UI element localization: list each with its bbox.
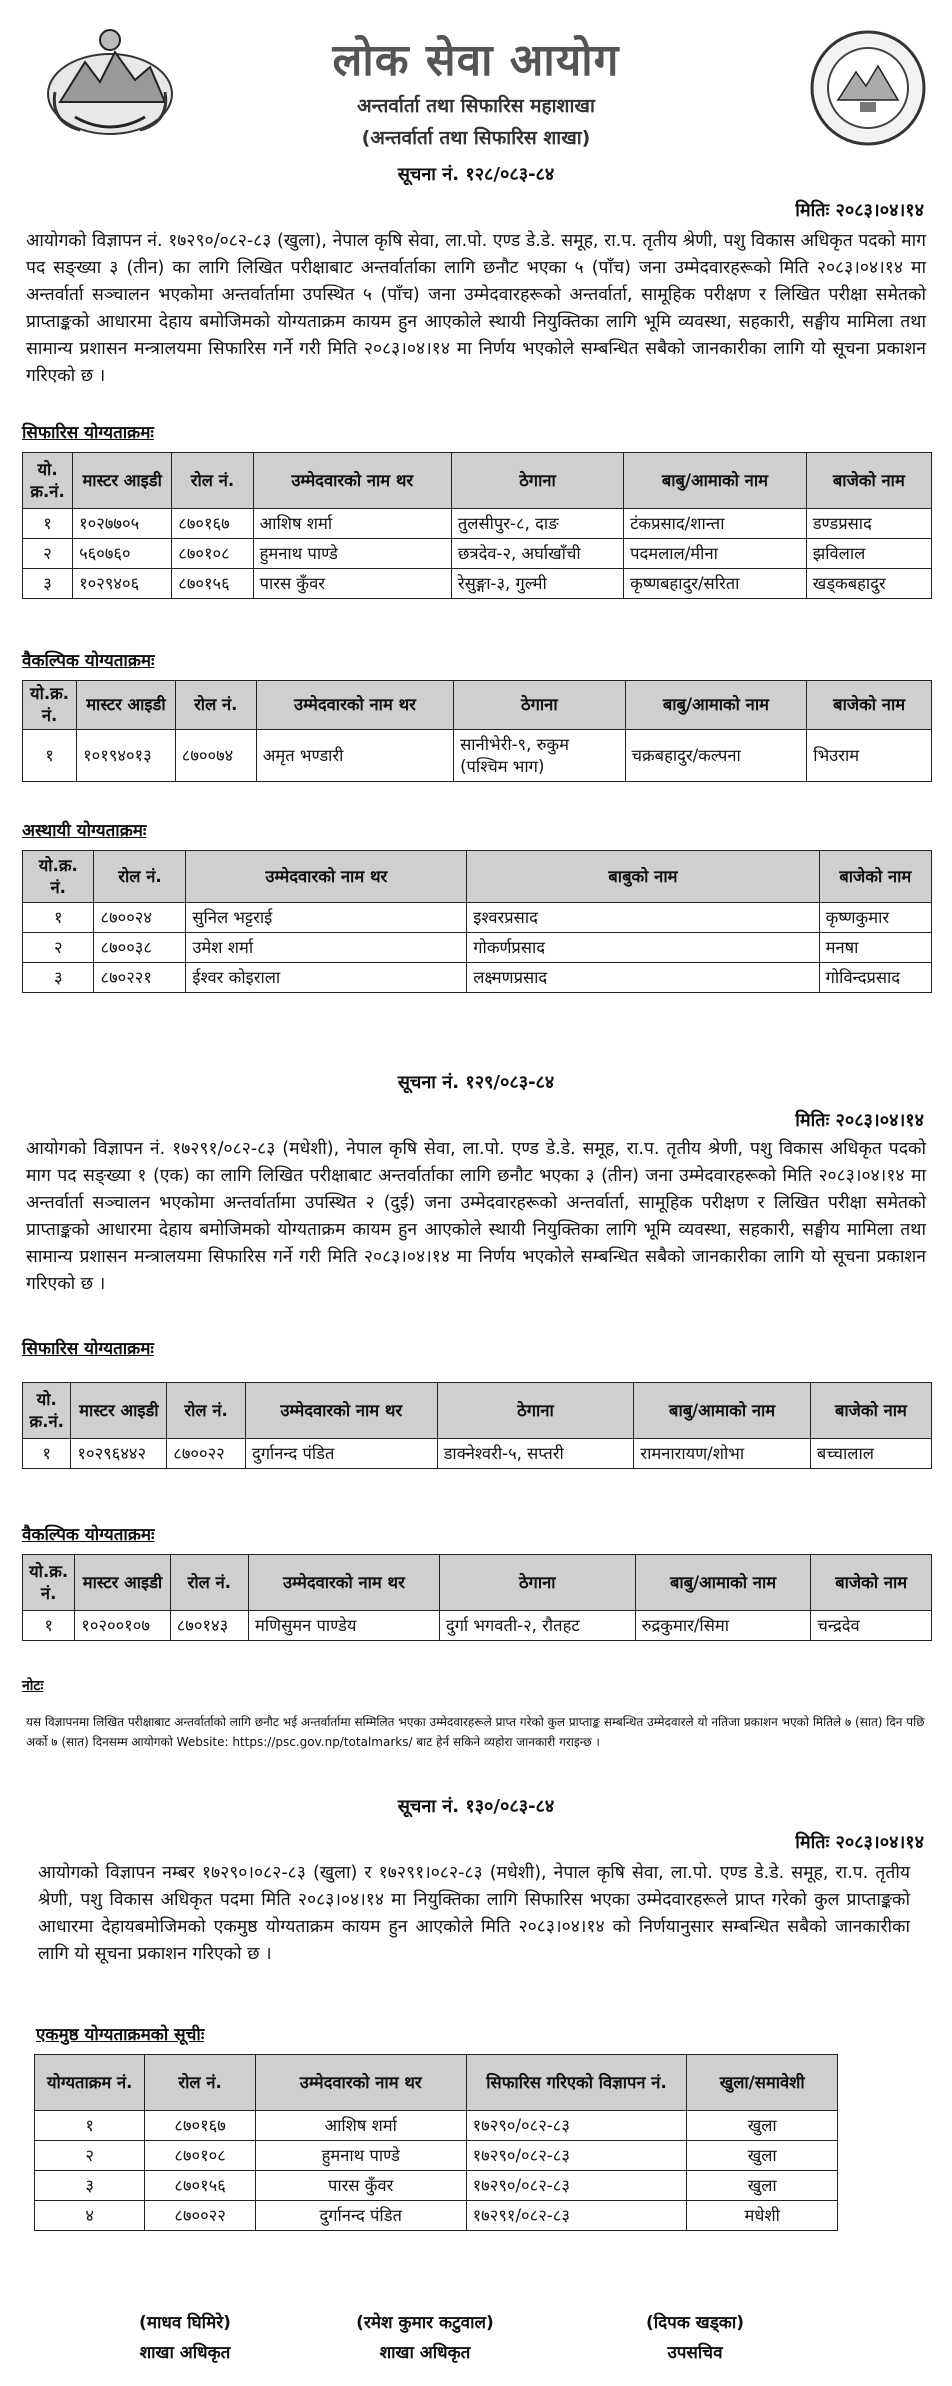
table-cell: ८७००२२ [145,2201,255,2231]
section-title-temporary: अस्थायी योग्यताक्रमः [22,821,147,841]
table-cell: उमेश शर्मा [186,933,467,963]
table-cell: १०१९४०१३ [77,730,176,782]
table-cell: कृष्णबहादुर/सरिता [624,569,807,599]
column-header: बाजेको नाम [806,453,931,509]
alternate-table [22,1554,932,1641]
column-header: यो.क्र. नं. [23,681,77,730]
table-cell: लक्ष्मणप्रसाद [467,963,819,993]
table-cell: ८७००२२ [167,1439,246,1469]
table-row [23,1611,932,1641]
table-cell: गोकर्णप्रसाद [467,933,819,963]
page-title: लोक सेवा आयोग [332,35,620,86]
notice-date: मितिः २०८३।०४।१४ [795,1832,924,1853]
table-row [23,539,932,569]
table-cell: सुनिल भट्टराई [186,903,467,933]
column-header: योग्यताक्रम नं. [35,2055,145,2111]
table-cell: ३ [23,569,73,599]
table-cell: २ [23,539,73,569]
table-cell: आशिष शर्मा [255,2111,466,2141]
signature-block-2 [300,2308,550,2368]
section-name: (अन्तर्वार्ता तथा सिफारिस शाखा) [361,127,591,149]
table-row [23,569,932,599]
table-cell: ८७०२२१ [94,963,186,993]
section-title-recommended: सिफारिस योग्यताक्रमः [22,423,154,443]
column-header: मास्टर आइडी [77,681,176,730]
table-row [35,2111,838,2141]
table-cell: ८७००३८ [94,933,186,963]
table-cell: ५६०७६० [73,539,172,569]
table-cell: सानीभेरी-९, रुकुम (पश्चिम भाग) [454,730,625,782]
column-header: रोल नं. [170,1555,248,1611]
column-header: उम्मेदवारको नाम थर [256,681,453,730]
table-row [23,1439,932,1469]
table-row [23,903,932,933]
alternate-table [22,680,932,782]
table-cell: डण्डप्रसाद [806,509,931,539]
table-cell: चन्द्रदेव [811,1611,932,1641]
table-cell: १ [23,1611,75,1641]
section-title-merit-list: एकमुष्ठ योग्यताक्रमको सूचीः [36,2025,205,2045]
table-cell: रुद्रकुमार/सिमा [635,1611,811,1641]
column-header: रोल नं. [94,851,186,903]
table-cell: १०२७७०५ [73,509,172,539]
table-cell: ८७०१५६ [172,569,253,599]
table-cell: अमृत भण्डारी [256,730,453,782]
table-header-row [23,1555,932,1611]
notice-number-130: सूचना नं. १३०/०८३-८४ [397,1796,555,1817]
table-row [35,2141,838,2171]
column-header: उम्मेदवारको नाम थर [255,2055,466,2111]
column-header: बाजेको नाम [819,851,931,903]
table-cell: हुमनाथ पाण्डे [253,539,451,569]
table-row [23,730,932,782]
table-cell: ८७०१५६ [145,2171,255,2201]
signatory-title: शाखा अधिकृत [139,2343,231,2363]
column-header: यो.क्र. नं. [23,1555,75,1611]
notice-number-128: सूचना नं. १२८/०८३-८४ [397,164,555,185]
temporary-table [22,850,932,993]
table-cell: १ [35,2111,145,2141]
column-header: यो. क्र.नं. [23,1383,71,1439]
column-header: ठेगाना [451,453,623,509]
table-cell: ३ [23,963,94,993]
table-cell: ८७०१४३ [170,1611,248,1641]
table-header-row [23,1383,932,1439]
table-cell: ३ [35,2171,145,2201]
table-row [35,2201,838,2231]
signature-block-1 [90,2308,280,2368]
table-cell: मनषा [819,933,931,963]
table-cell: १०२००१०७ [75,1611,170,1641]
table-cell: रेसुङ्गा-३, गुल्मी [451,569,623,599]
table-header-row [23,453,932,509]
table-header-row [35,2055,838,2111]
table-cell: १०२९६४४२ [71,1439,167,1469]
table-cell: रामनारायण/शोभा [634,1439,811,1469]
table-cell: १ [23,730,77,782]
table-cell: मणिसुमन पाण्डेय [249,1611,440,1641]
table-cell: बच्चालाल [810,1439,931,1469]
table-cell: खुला [687,2111,838,2141]
table-cell: १०२९४०६ [73,569,172,599]
table-cell: १७२९०/०८२-८३ [466,2141,687,2171]
signatory-name: (रमेश कुमार कटुवाल) [356,2313,494,2333]
table-cell: झविलाल [806,539,931,569]
column-header: ठेगाना [454,681,625,730]
column-header: उम्मेदवारको नाम थर [186,851,467,903]
table-cell: इश्वरप्रसाद [467,903,819,933]
notice-date: मितिः २०८३।०४।१४ [795,1110,924,1131]
column-header: ठेगाना [439,1555,635,1611]
table-row [23,933,932,963]
table-row [35,2171,838,2201]
table-cell: ८७०१६७ [172,509,253,539]
table-cell: १७२९१/०८२-८३ [466,2201,687,2231]
table-cell: खुला [687,2171,838,2201]
table-cell: ८७०१०८ [145,2141,255,2171]
table-cell: दुर्गानन्द पंडित [245,1439,437,1469]
table-cell: गोविन्दप्रसाद [819,963,931,993]
column-header: बाबुको नाम [467,851,819,903]
column-header: उम्मेदवारको नाम थर [253,453,451,509]
column-header: बाजेको नाम [811,1555,932,1611]
note-title: नोटः [22,1678,44,1694]
table-cell: तुलसीपुर-८, दाङ [451,509,623,539]
table-cell: चक्रबहादुर/कल्पना [625,730,807,782]
notice-date: मितिः २०८३।०४।१४ [795,200,924,221]
table-cell: खड्कबहादुर [806,569,931,599]
column-header: बाबु/आमाको नाम [625,681,807,730]
table-cell: हुमनाथ पाण्डे [255,2141,466,2171]
signatory-name: (दिपक खड्का) [645,2313,745,2333]
table-cell: ४ [35,2201,145,2231]
table-cell: ८७०१६७ [145,2111,255,2141]
table-cell: आशिष शर्मा [253,509,451,539]
column-header: यो. क्र.नं. [23,453,73,509]
table-cell: १ [23,509,73,539]
notice-number-129: सूचना नं. १२९/०८३-८४ [397,1072,555,1093]
table-cell: १ [23,1439,71,1469]
signatory-title: शाखा अधिकृत [379,2343,471,2363]
table-cell: १ [23,903,94,933]
notice-paragraph: आयोगको विज्ञापन नं. १७२९०/०८२-८३ (खुला), नेपाल कृषि सेवा, ला.पो. एण्ड डे.डे. समूह, रा.प. तृतीय श्रेणी, पशु विकास अधिकृत पदको माग पद सङ्ख्या ३ (तीन) का लागि लिखित परीक्षाबाट अन्तर्वार्ताका लागि छनौट भएका ५ (पाँच) जना उम्मेदवारहरूको मिति २०८३।०४।१४ मा अन्तर्वार्ता सञ्चालन भएकोमा अन्तर्वार्तामा उपस्थित ५ (पाँच) जना उम्मेदवारहरूको अन्तर्वार्ता, सामूहिक परीक्षण र लिखित परीक्षा समेतको प्राप्ताङ्कको आधारमा देहाय बमोजिमको योग्यताक्रम कायम हुन आएकोले स्थायी नियुक्तिका लागि भूमि व्यवस्था, सहकारी, सङ्घीय मामिला तथा सामान्य प्रशासन मन्त्रालयमा सिफारिस गर्ने गरी मिति २०८३।०४।१४ मा निर्णय भएकोले सम्बन्धित सबैको जानकारीका लागि यो सूचना प्रकाशन गरिएको छ । [26,231,926,386]
column-header: बाजेको नाम [807,681,932,730]
signatory-title: उपसचिव [667,2343,723,2363]
section-title-recommended: सिफारिस योग्यताक्रमः [22,1339,154,1359]
table-row [23,963,932,993]
table-cell: मधेशी [687,2201,838,2231]
table-cell: दुर्गा भगवती-२, रौतहट [439,1611,635,1641]
column-header: उम्मेदवारको नाम थर [249,1555,440,1611]
table-cell: २ [35,2141,145,2171]
table-header-row [23,851,932,903]
table-cell: टंकप्रसाद/शान्ता [624,509,807,539]
table-cell: छत्रदेव-२, अर्घाखाँची [451,539,623,569]
column-header: उम्मेदवारको नाम थर [245,1383,437,1439]
notice-paragraph: आयोगको विज्ञापन नम्बर १७२९०।०८२-८३ (खुला) र १७२९१।०८२-८३ (मधेशी), नेपाल कृषि सेवा, ला.पो. एण्ड डे.डे. समूह, रा.प. तृतीय श्रेणी, पशु विकास अधिकृत पदमा मिति २०८३।०४।१४ मा नियुक्तिका लागि सिफारिस भएका उम्मेदवारहरूले प्राप्त गरेको कुल प्राप्ताङ्कको आधारमा देहायबमोजिमको एकमुष्ठ योग्यताक्रम कायम हुन आएकोले मिति २०८३।०४।१४ को निर्णयानुसार सम्बन्धित सबैको जानकारीका लागि यो सूचना प्रकाशन गरिएको छ । [38,1863,910,1964]
column-header: खुला/समावेशी [687,2055,838,2111]
column-header: मास्टर आइडी [75,1555,170,1611]
column-header: रोल नं. [172,453,253,509]
table-cell: १७२९०/०८२-८३ [466,2111,687,2141]
table-cell: ८७००७४ [175,730,256,782]
section-title-alternate: वैकल्पिक योग्यताक्रमः [22,1525,155,1545]
column-header: रोल नं. [145,2055,255,2111]
column-header: बाबु/आमाको नाम [635,1555,811,1611]
merit-list-table [34,2054,838,2231]
signatory-name: (माधव घिमिरे) [139,2313,231,2333]
table-cell: १७२९०/०८२-८३ [466,2171,687,2201]
table-cell: भिउराम [807,730,932,782]
recommended-table [22,452,932,599]
table-cell: खुला [687,2141,838,2171]
column-header: सिफारिस गरिएको विज्ञापन नं. [466,2055,687,2111]
table-header-row [23,681,932,730]
table-cell: ८७००२४ [94,903,186,933]
note-text: यस विज्ञापनमा लिखित परीक्षाबाट अन्तर्वार्ताको लागि छनौट भई अन्तर्वार्तामा सम्मिलित भएका उम्मेदवारहरूले प्राप्त गरेको कुल प्राप्ताङ्क सम्बन्धित उम्मेदवारले यो नतिजा प्रकाशन भएको मितिले ७ (सात) दिन पछि अर्को ७ (सात) दिनसम्म आयोगको Website: https://psc.gov.np/totalmarks/ बाट हेर्न सकिने व्यहोरा जानकारी गराइन्छ । [26,1715,925,1749]
column-header: बाबु/आमाको नाम [624,453,807,509]
column-header: रोल नं. [167,1383,246,1439]
table-cell: २ [23,933,94,963]
table-cell: डाक्नेश्वरी-५, सप्तरी [437,1439,634,1469]
division-name: अन्तर्वार्ता तथा सिफारिस महाशाखा [357,95,595,117]
column-header: बाजेको नाम [810,1383,931,1439]
notice-paragraph: आयोगको विज्ञापन नं. १७२९१/०८२-८३ (मधेशी), नेपाल कृषि सेवा, ला.पो. एण्ड डे.डे. समूह, रा.प. तृतीय श्रेणी, पशु विकास अधिकृत पदको माग पद सङ्ख्या १ (एक) का लागि लिखित परीक्षाबाट अन्तर्वार्ताका लागि छनौट भएका ३ (तीन) जना उम्मेदवारहरूको मिति २०८३।०४।१४ मा अन्तर्वार्ता सञ्चालन भएकोमा अन्तर्वार्तामा उपस्थित २ (दुई) जना उम्मेदवारहरूको अन्तर्वार्ता, सामूहिक परीक्षण र लिखित परीक्षा समेतको प्राप्ताङ्कको आधारमा देहाय बमोजिमको योग्यताक्रम कायम हुन आएकोले स्थायी नियुक्तिका लागि भूमि व्यवस्था, सहकारी, सङ्घीय मामिला तथा सामान्य प्रशासन मन्त्रालयमा सिफारिस गर्ने गरी मिति २०८३।०४।१४ मा निर्णय भएकोले सम्बन्धित सबैको जानकारीका लागि यो सूचना प्रकाशन गरिएको छ । [26,1139,926,1294]
column-header: रोल नं. [175,681,256,730]
section-title-alternate: वैकल्पिक योग्यताक्रमः [22,651,155,671]
table-cell: पारस कुँवर [253,569,451,599]
table-cell: पदमलाल/मीना [624,539,807,569]
column-header: यो.क्र. नं. [23,851,94,903]
column-header: ठेगाना [437,1383,634,1439]
recommended-table [22,1382,932,1469]
column-header: बाबु/आमाको नाम [634,1383,811,1439]
table-cell: कृष्णकुमार [819,903,931,933]
table-row [23,509,932,539]
table-cell: ८७०१०८ [172,539,253,569]
column-header: मास्टर आइडी [73,453,172,509]
column-header: मास्टर आइडी [71,1383,167,1439]
table-cell: ईश्वर कोइराला [186,963,467,993]
signature-block-3 [600,2308,790,2368]
table-cell: पारस कुँवर [255,2171,466,2201]
table-cell: दुर्गानन्द पंडित [255,2201,466,2231]
